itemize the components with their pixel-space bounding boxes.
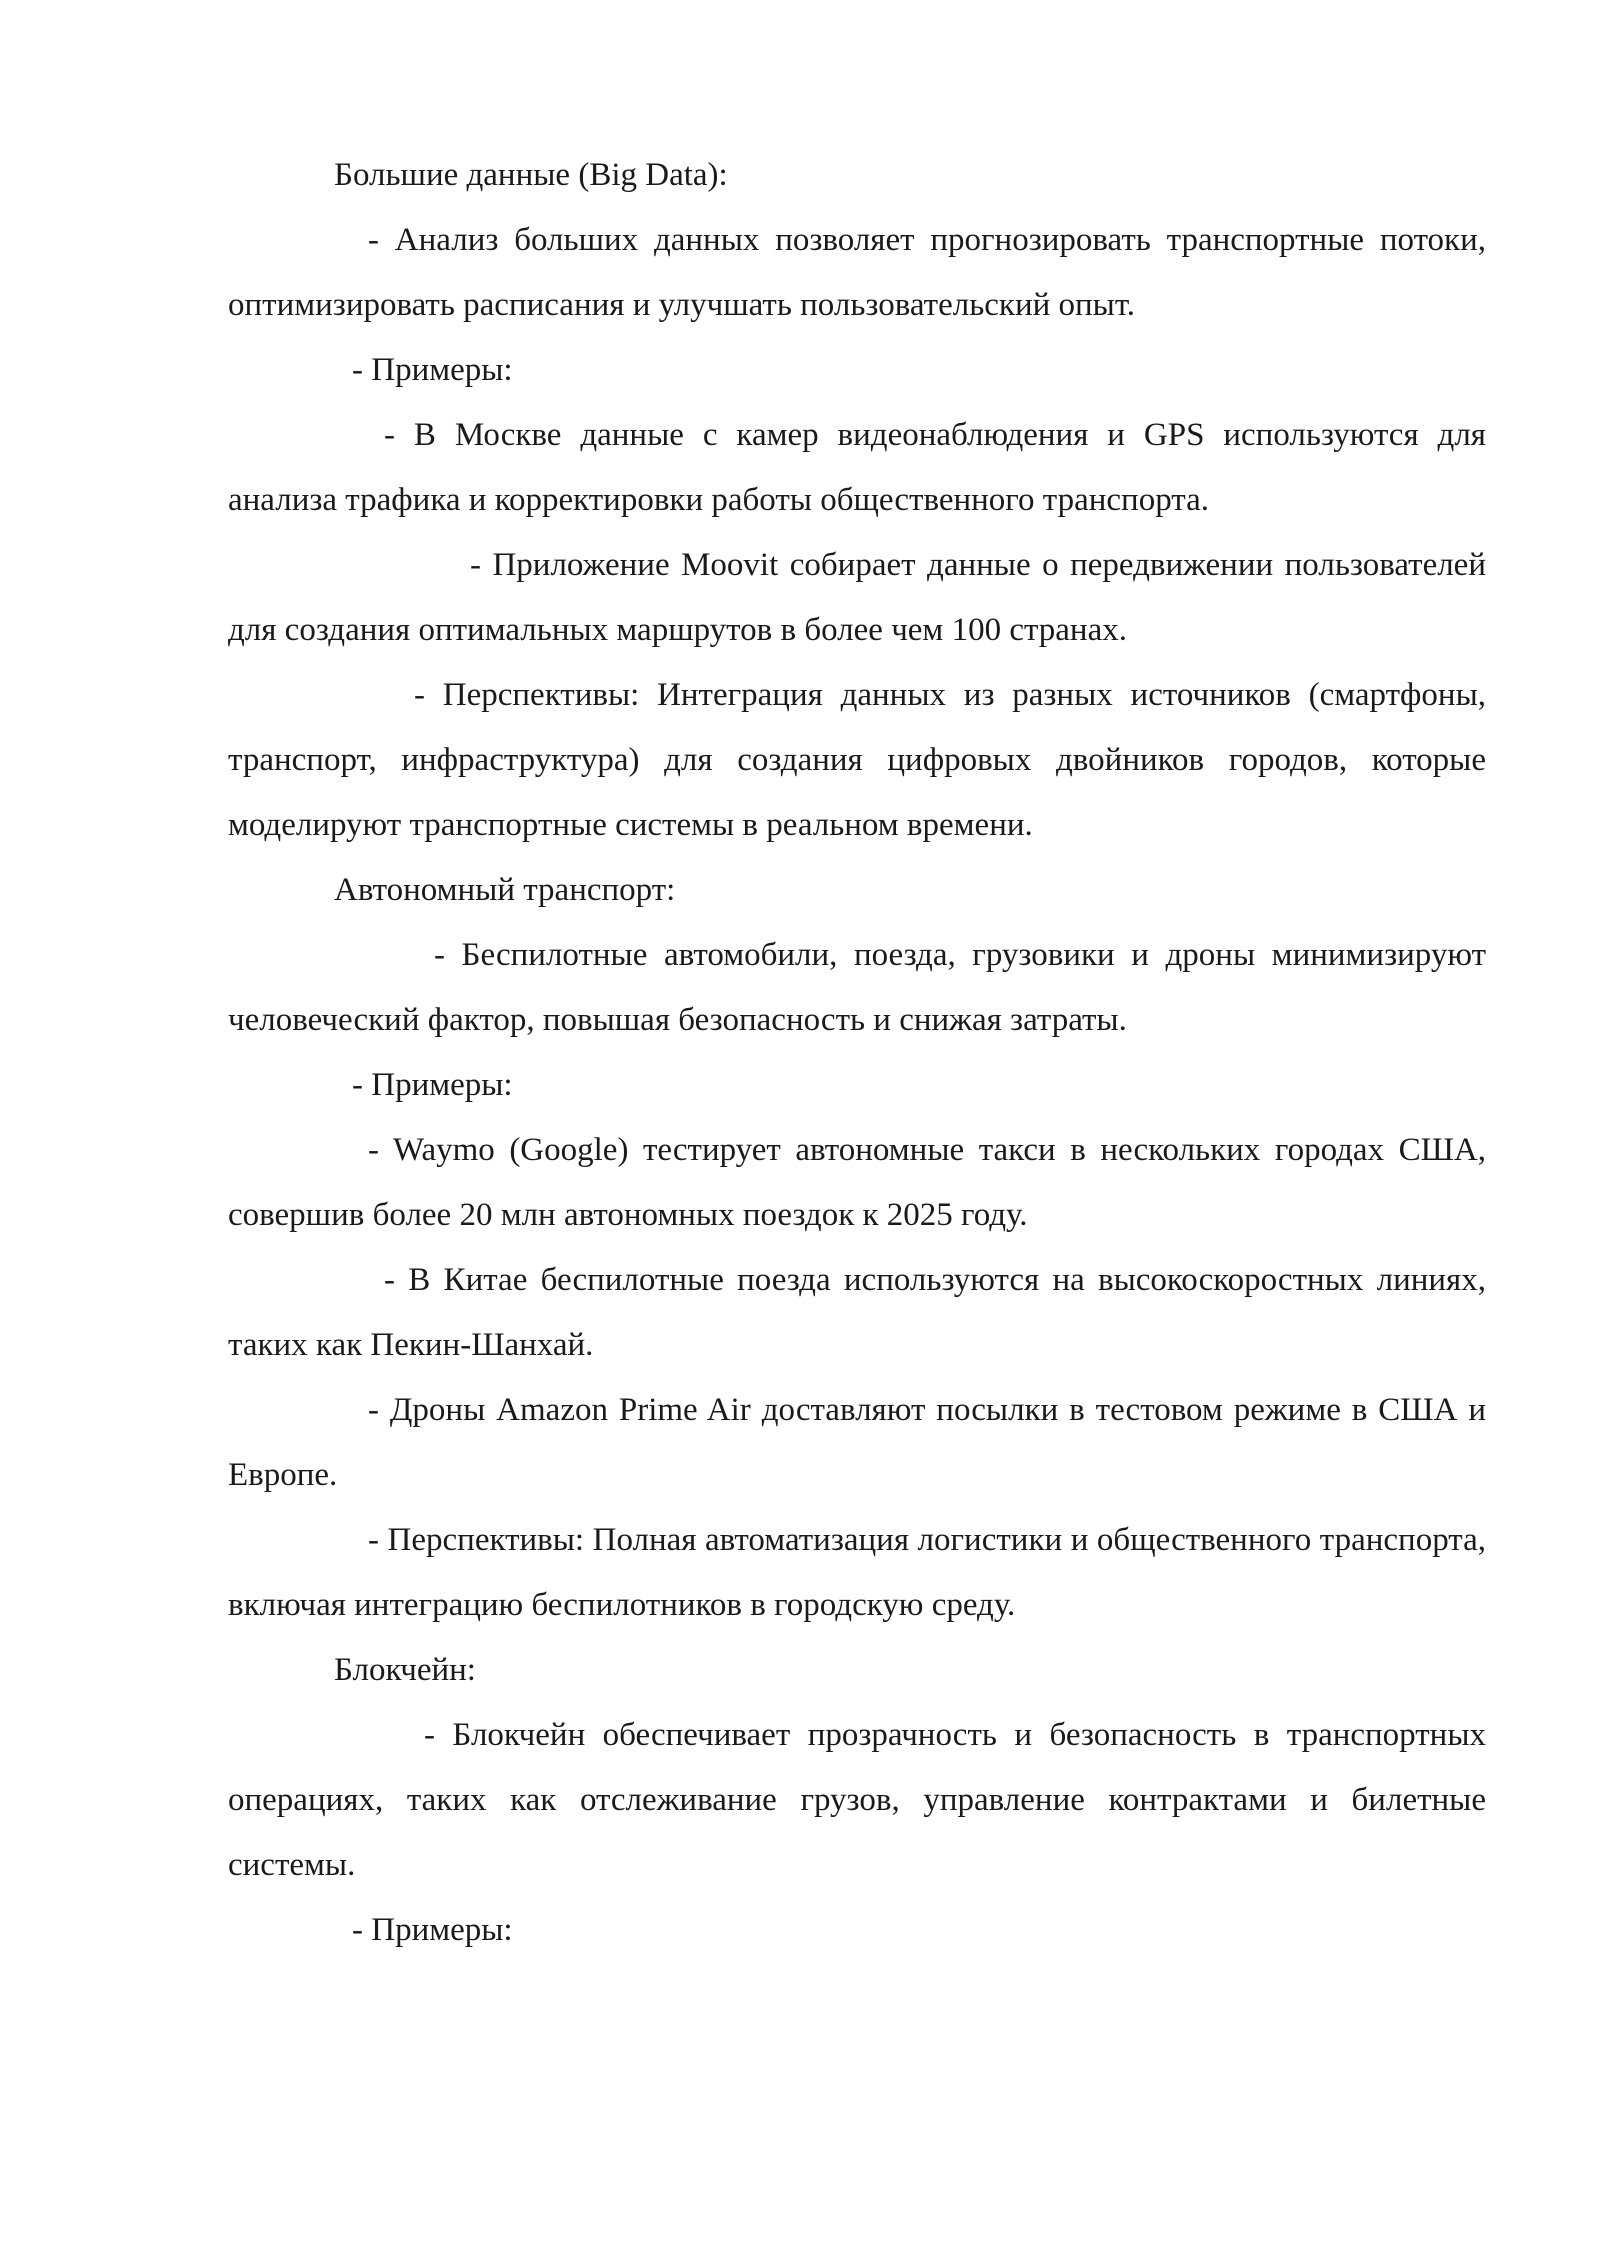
- paragraph-autonomous-intro: - Беспилотные автомобили, поезда, грузовики и дроны минимизируют человеческий фактор, повышая безопасность и снижая затраты.: [228, 937, 1486, 1038]
- examples-label: - Примеры:: [352, 1912, 513, 1948]
- section-heading-autonomous-transport: Автономный транспорт:: [334, 872, 676, 908]
- section-heading-big-data: Большие данные (Big Data):: [334, 157, 728, 193]
- paragraph-moscow-example: - В Москве данные с камер видеонаблюдения и GPS используются для анализа трафика и корректировки работы общественного транспорта.: [228, 417, 1486, 518]
- paragraph-blockchain-intro: - Блокчейн обеспечивает прозрачность и безопасность в транспортных операциях, таких как отслеживание грузов, управление контрактами и билетные системы.: [228, 1717, 1486, 1883]
- paragraph-big-data-analysis: - Анализ больших данных позволяет прогнозировать транспортные потоки, оптимизировать расписания и улучшать пользовательский опыт.: [228, 222, 1486, 323]
- examples-label: - Примеры:: [352, 1067, 513, 1103]
- paragraph-amazon-example: - Дроны Amazon Prime Air доставляют посылки в тестовом режиме в США и Европе.: [228, 1392, 1486, 1493]
- paragraph-autonomous-perspectives: - Перспективы: Полная автоматизация логистики и общественного транспорта, включая интеграцию беспилотников в городскую среду.: [228, 1522, 1486, 1623]
- section-heading-blockchain: Блокчейн:: [334, 1652, 476, 1688]
- examples-label: - Примеры:: [352, 352, 513, 388]
- paragraph-china-example: - В Китае беспилотные поезда используются на высокоскоростных линиях, таких как Пекин-Шанхай.: [228, 1262, 1486, 1363]
- paragraph-moovit-example: - Приложение Moovit собирает данные о передвижении пользователей для создания оптимальных маршрутов в более чем 100 странах.: [228, 547, 1486, 648]
- document-body: [228, 143, 1486, 1963]
- paragraph-waymo-example: - Waymo (Google) тестирует автономные такси в нескольких городах США, совершив более 20 млн автономных поездок к 2025 году.: [228, 1132, 1486, 1233]
- paragraph-big-data-perspectives: - Перспективы: Интеграция данных из разных источников (смартфоны, транспорт, инфраструктура) для создания цифровых двойников городов, которые моделируют транспортные системы в реальном времени.: [228, 677, 1486, 843]
